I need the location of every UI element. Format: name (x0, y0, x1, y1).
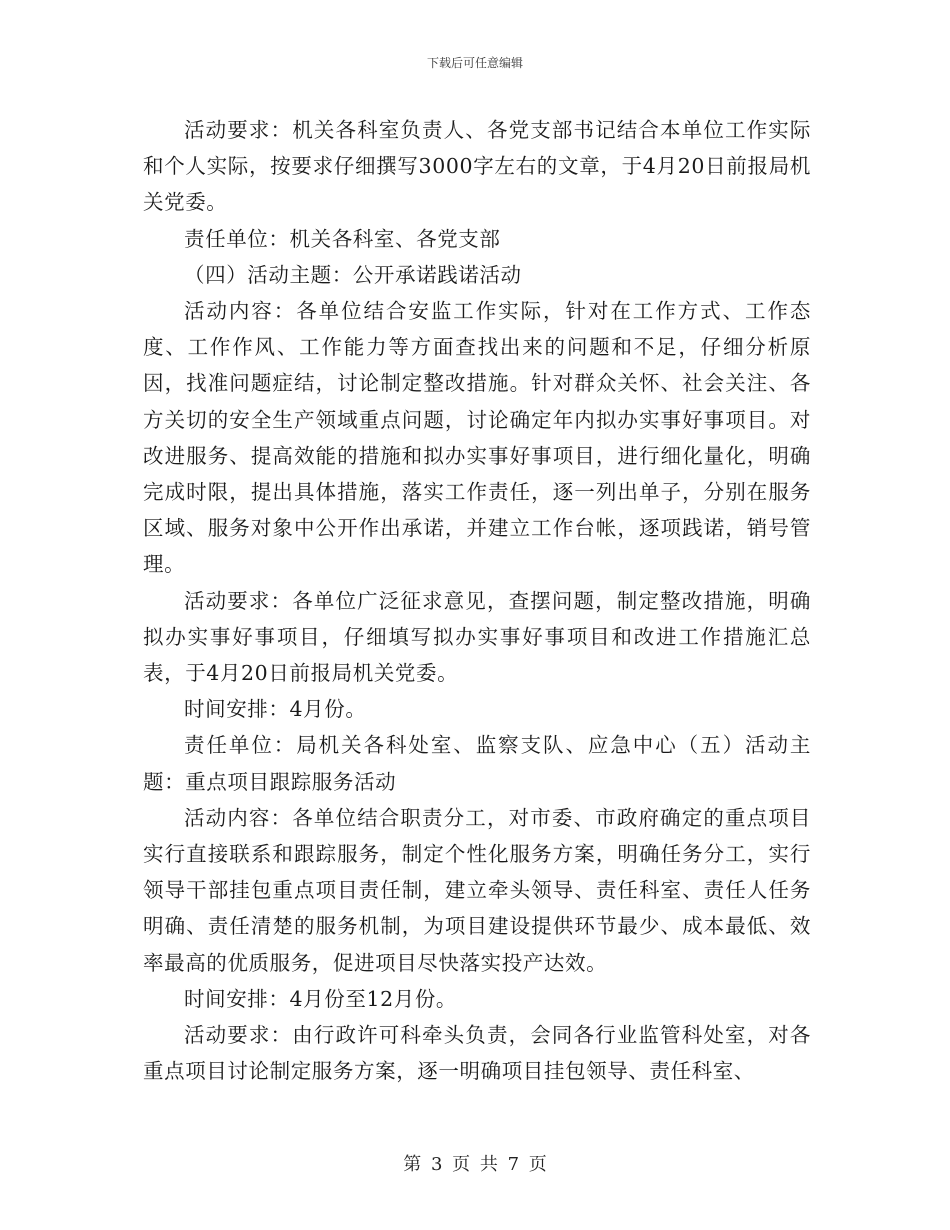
paragraph-responsible-units-2: 责任单位：局机关各科处室、监察支队、应急中心（五）活动主题：重点项目跟踪服务活动 (143, 733, 811, 794)
paragraph-schedule-2: 时间安排：4月份至12月份。 (184, 986, 458, 1011)
paragraph-responsible-units-1: 责任单位：机关各科室、各党支部 (184, 226, 501, 251)
paragraph-section-4-title: （四）活动主题：公开承诺践诺活动 (184, 262, 522, 287)
paragraph-schedule-1: 时间安排：4月份。 (184, 697, 367, 722)
paragraph-requirement-1: 活动要求：机关各科室负责人、各党支部书记结合本单位工作实际和个人实际，按要求仔细撰写3000字左右的文章，于4月20日前报局机关党委。 (143, 118, 811, 215)
paragraph-requirement-2: 活动要求：各单位广泛征求意见，查摆问题，制定整改措施，明确拟办实事好事项目，仔细填写拟办实事好事项目和改进工作措施汇总表，于4月20日前报局机关党委。 (143, 588, 811, 686)
document-body (143, 112, 811, 1089)
page-header: 下载后可任意编辑 (426, 56, 523, 70)
paragraph-content-2: 活动内容：各单位结合职责分工，对市委、市政府确定的重点项目实行直接联系和跟踪服务，制定个性化服务方案，明确任务分工，实行领导干部挂包重点项目责任制，建立牵头领导、责任科室、责任人任务明确、责任清楚的服务机制，为项目建设提供环节最少、成本最低、效率最高的优质服务，促进项目尽快落实投产达效。 (143, 805, 811, 975)
paragraph-content-1: 活动内容：各单位结合安监工作实际，针对在工作方式、工作态度、工作作风、工作能力等方面查找出来的问题和不足，仔细分析原因，找准问题症结，讨论制定整改措施。针对群众关怀、社会关注、各方关切的安全生产领域重点问题，讨论确定年内拟办实事好事项目。对改进服务、提高效能的措施和拟办实事好事项目，进行细化量化，明确完成时限，提出具体措施，落实工作责任，逐一列出单子，分别在服务区域、服务对象中公开作出承诺，并建立工作台帐，逐项践诺，销号管理。 (143, 299, 811, 577)
page-number-footer: 第 3 页 共 7 页 (403, 1154, 547, 1175)
paragraph-requirement-3: 活动要求：由行政许可科牵头负责，会同各行业监管科处室，对各重点项目讨论制定服务方案，逐一明确项目挂包领导、责任科室、 (143, 1023, 811, 1084)
